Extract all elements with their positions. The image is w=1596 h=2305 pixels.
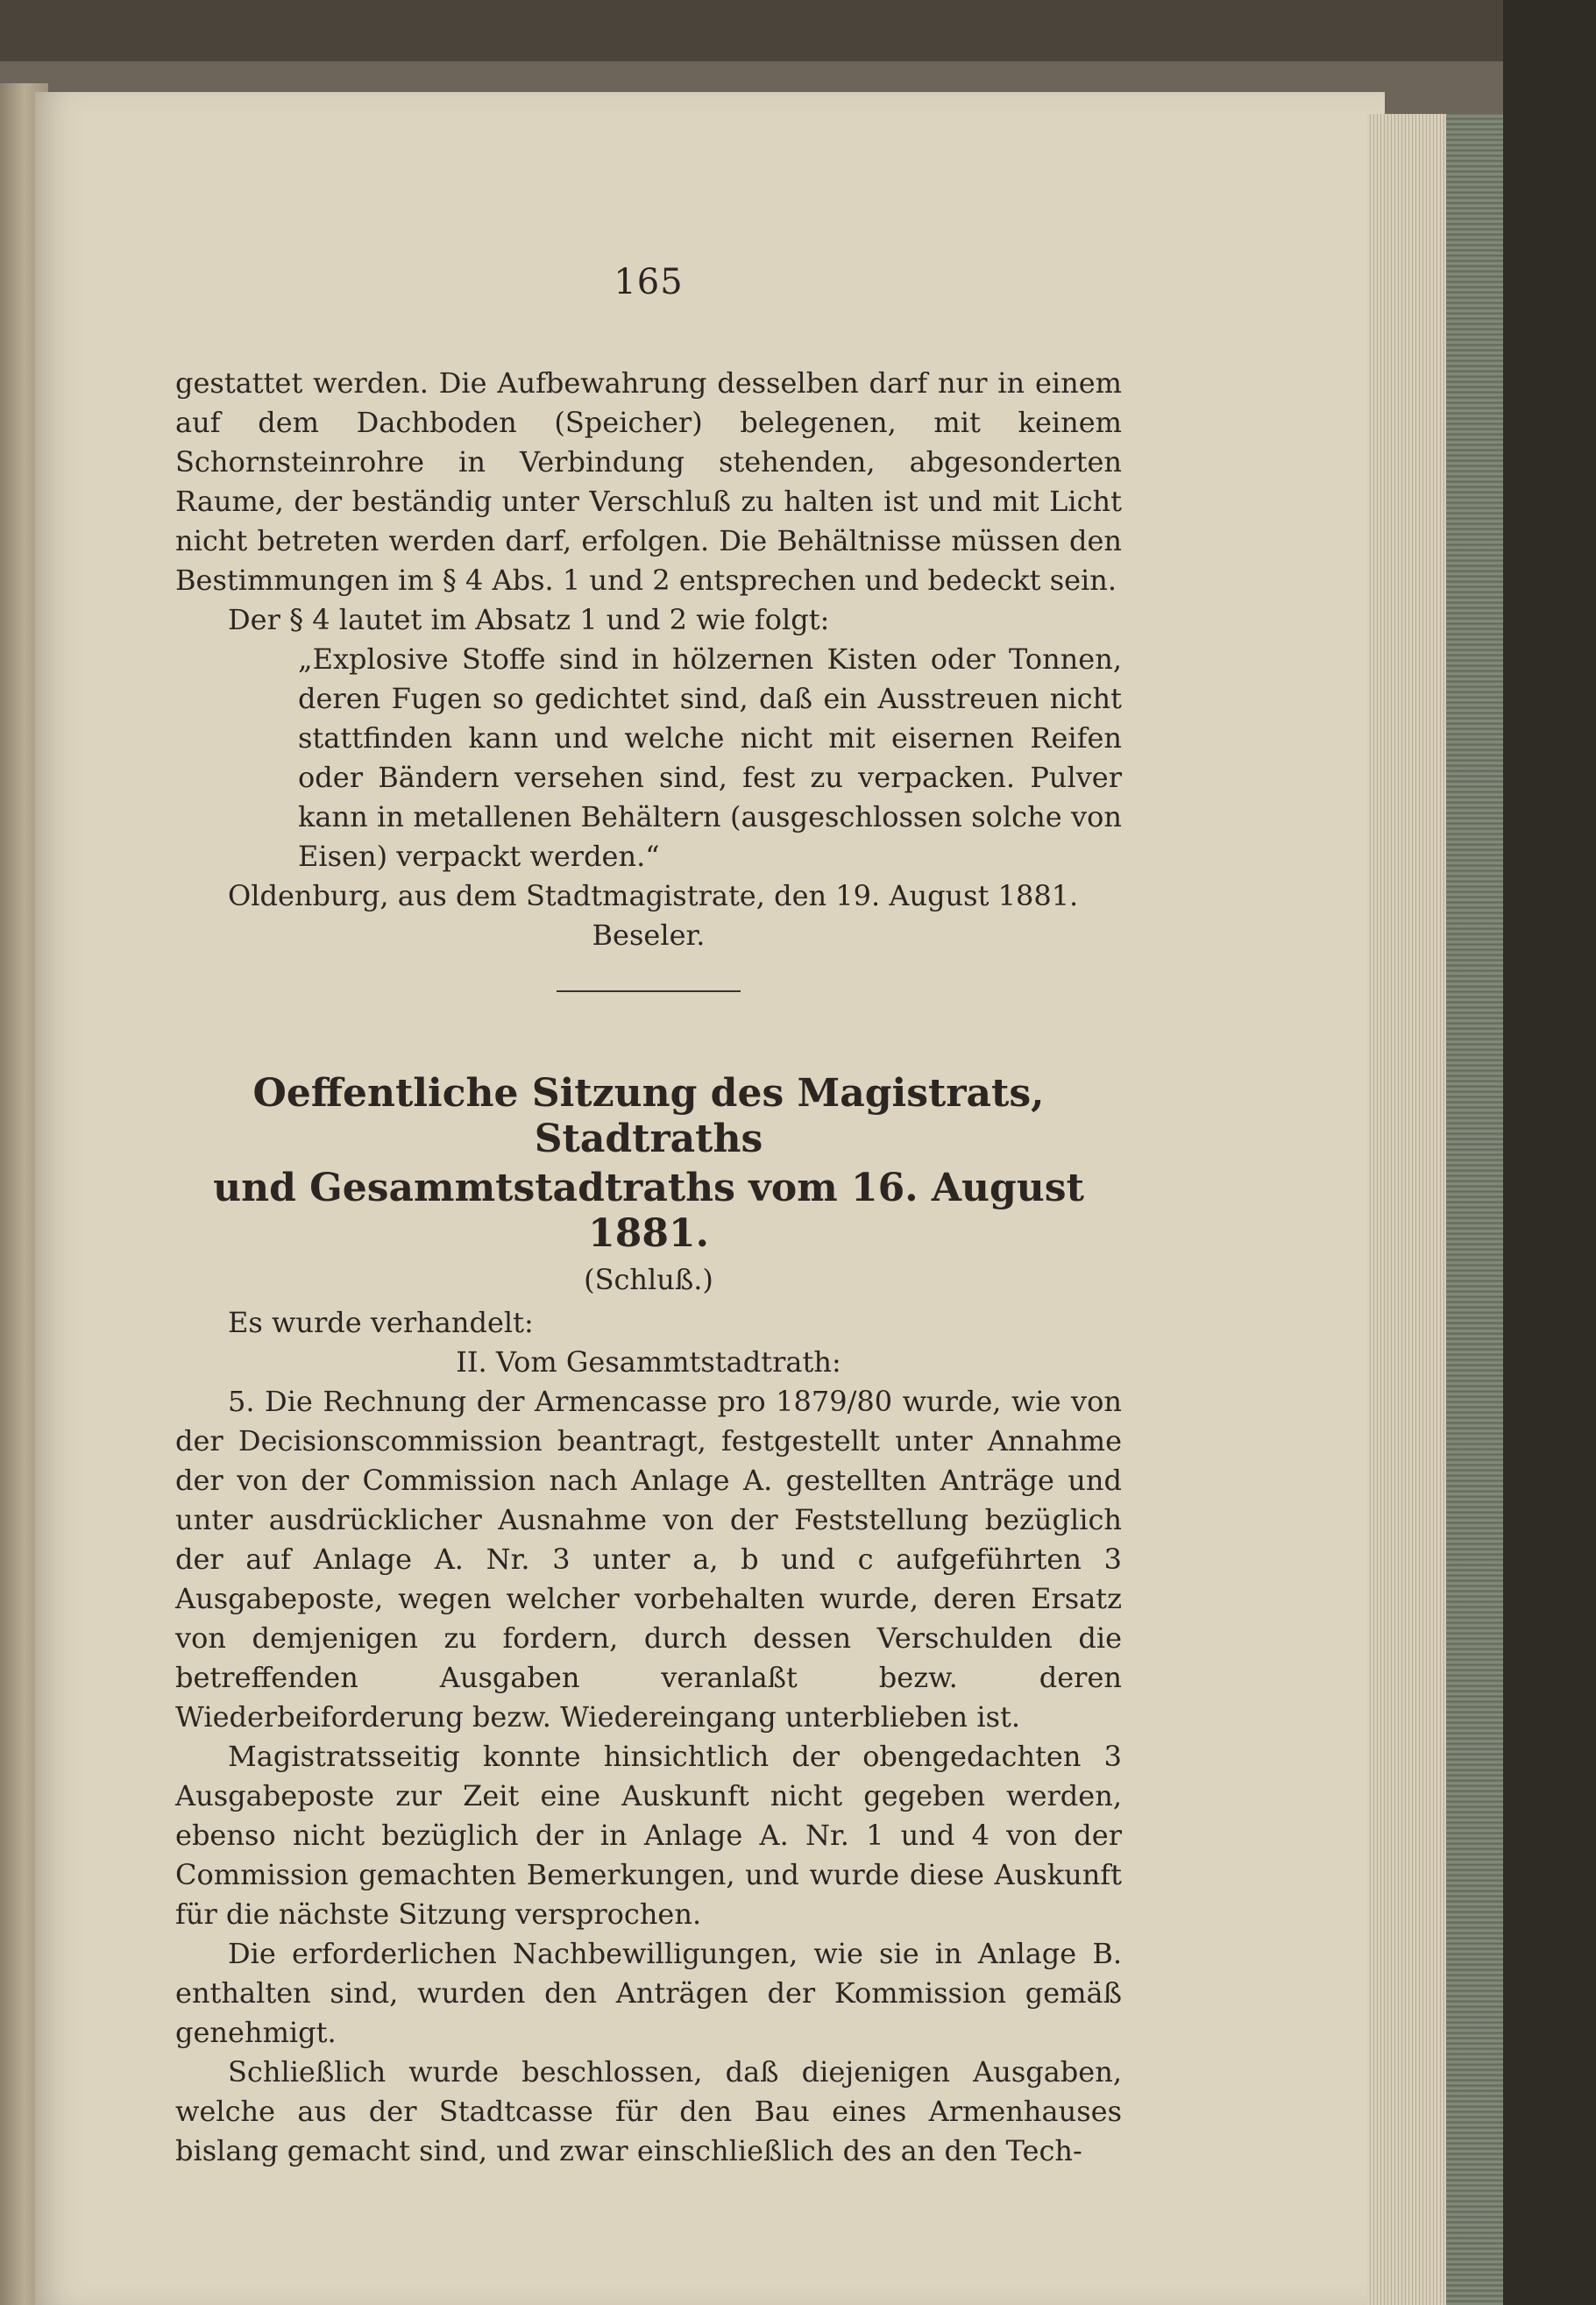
section-divider	[557, 990, 741, 992]
background-right	[1503, 0, 1596, 2305]
place-date: Oldenburg, aus dem Stadtmagistrate, den 19. August 1881.	[228, 879, 1079, 912]
paragraph-bottom-4: Schließlich wurde beschlossen, daß diejenigen Ausgaben, welche aus der Stadtcasse für den Bau eines Armenhauses bislang gemacht sind, und zwar einschließlich des an den Tech-	[175, 2055, 1122, 2167]
es-wurde-verhandelt: Es wurde verhandelt:	[228, 1306, 534, 1339]
heading-subtitle: (Schluß.)	[584, 1263, 713, 1296]
book-spine	[1446, 114, 1503, 2305]
page-text	[175, 263, 1122, 2171]
page-number: 165	[614, 262, 684, 302]
heading-line-1: Oeffentliche Sitzung des Magistrats, Stadtraths	[252, 1071, 1045, 1161]
section-label: II. Vom Gesammtstadtrath:	[456, 1345, 841, 1379]
signature: Beseler.	[592, 918, 706, 952]
page-stack-edge	[1367, 114, 1446, 2305]
paragraph-top-1: gestattet werden. Die Aufbewahrung desselben darf nur in einem auf dem Dachboden (Speicher) belegenen, mit keinem Schornsteinrohre in Verbindung stehenden, abgesonderten Raume, der beständig unter Verschluß zu halten ist und mit Licht nicht betreten werden darf, erfolgen. Die Behältnisse müssen den Bestimmungen im § 4 Abs. 1 und 2 entsprechen und bedeckt sein.	[175, 366, 1122, 597]
quote-text: „Explosive Stoffe sind in hölzernen Kisten oder Tonnen, deren Fugen so gedichtet sind, daß ein Ausstreuen nicht stattfinden kann und welche nicht mit eisernen Reifen oder Bändern versehen sind, fest zu verpacken. Pulver kann in metallenen Behältern (ausgeschlossen solche von Eisen) verpackt werden.“	[298, 642, 1122, 873]
paragraph-bottom-2: Magistratsseitig konnte hinsichtlich der obengedachten 3 Ausgabeposte zur Zeit eine Auskunft nicht gegeben werden, ebenso nicht bezüglich der in Anlage A. Nr. 1 und 4 von der Commission gemachten Bemerkungen, und wurde diese Auskunft für die nächste Sitzung versprochen.	[175, 1740, 1122, 1931]
paragraph-bottom-1: 5. Die Rechnung der Armencasse pro 1879/80 wurde, wie von der Decisionscommission beantragt, festgestellt unter Annahme der von der Commission nach Anlage A. gestellten Anträge und unter ausdrücklicher Ausnahme von der Feststellung bezüglich der auf Anlage A. Nr. 3 unter a, b und c aufgeführten 3 Ausgabeposte, wegen welcher vorbehalten wurde, deren Ersatz von demjenigen zu fordern, durch dessen Verschulden die betreffenden Ausgaben veranlaßt bezw. deren Wiederbeiforderung bezw. Wiedereingang unterblieben ist.	[175, 1385, 1122, 1734]
quote-intro: Der § 4 lautet im Absatz 1 und 2 wie folgt:	[228, 603, 830, 636]
heading-line-2: und Gesammtstadtraths vom 16. August 1881.	[213, 1166, 1084, 1256]
paragraph-bottom-3: Die erforderlichen Nachbewilligungen, wie sie in Anlage B. enthalten sind, wurden den Anträgen der Kommission gemäß genehmigt.	[175, 1937, 1122, 2049]
